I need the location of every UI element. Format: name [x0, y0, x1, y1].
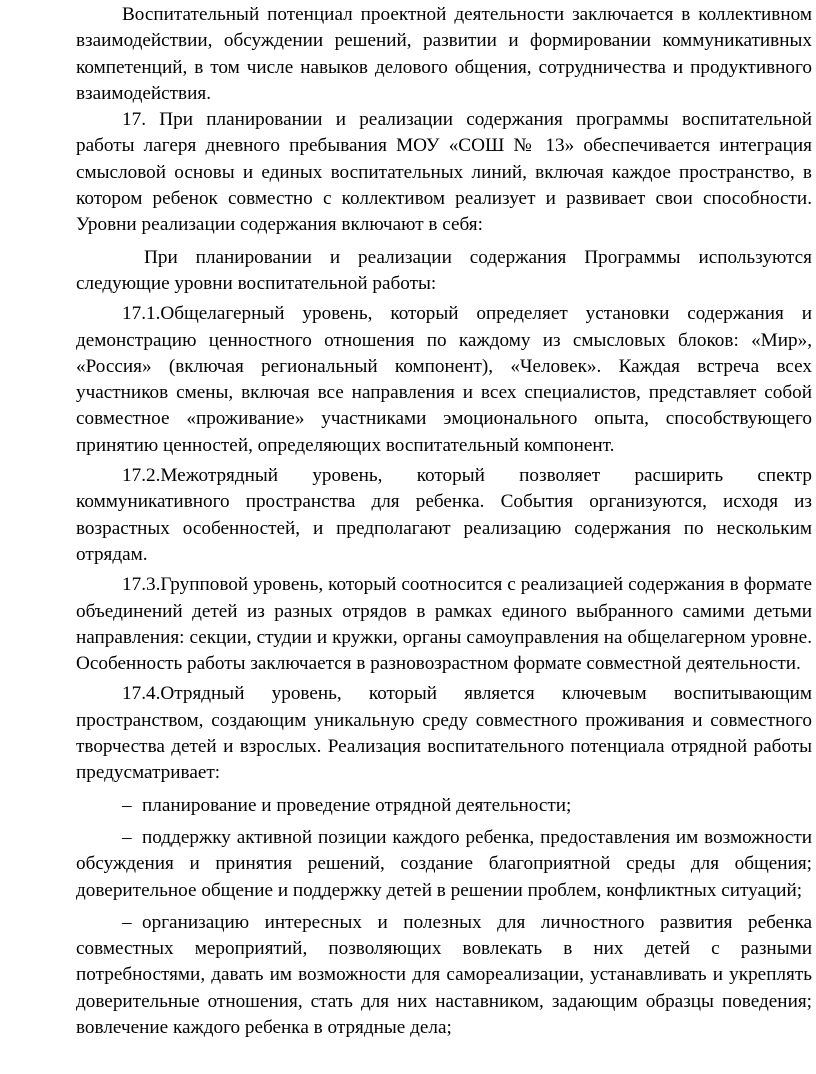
paragraph-item-17-3: 17.3.Групповой уровень, который соотносится с реализацией содержания в формате объединений детей из разных отрядов в рамках единого выбранного самими детьми направления: секции, студии и кружки, органы самоуправления на общелагерном уровне. Особенность работы заключается в разновозрастном формате совместной деятельности.: [76, 574, 812, 675]
list-item: [76, 825, 812, 904]
dash-marker: –: [122, 794, 132, 816]
paragraph-levels-intro: При планировании и реализации содержания Программы используются следующие уровни воспитательной работы:: [76, 246, 812, 294]
paragraph-item-17: 17. При планировании и реализации содержания программы воспитательной работы лагеря дневного пребывания МОУ «СОШ № 13» обеспечивается интеграция смысловой основы и единых воспитательных линий, включая каждое пространство, в котором ребенок совместно с коллективом реализует и развивает свои способности. Уровни реализации содержания включают в себя:: [76, 109, 812, 236]
list-item: [76, 910, 812, 1041]
dash-marker: –: [122, 826, 132, 848]
list-item-text: планирование и проведение отрядной деятельности;: [142, 794, 572, 816]
paragraph-item-17-4: 17.4.Отрядный уровень, который является ключевым воспитывающим пространством, создающим уникальную среду совместного проживания и совместного творчества детей и взрослых. Реализация воспитательного потенциала отрядной работы предусматривает:: [76, 683, 812, 784]
dash-marker: –: [122, 911, 132, 933]
list-item-text: организацию интересных и полезных для личностного развития ребенка совместных мероприятий, позволяющих вовлекать в них детей с разными потребностями, давать им возможности для самореализации, устанавливать и укреплять доверительные отношения, стать для них наставником, задающим образцы поведения; вовлечение каждого ребенка в отрядные дела;: [76, 911, 812, 1038]
document-page: [76, 2, 812, 1041]
list-item-text: поддержку активной позиции каждого ребенка, предоставления им возможности обсуждения и принятия решений, создание благоприятной среды для общения; доверительное общение и поддержку детей в решении проблем, конфликтных ситуаций;: [76, 826, 812, 901]
paragraph-item-17-1: 17.1.Общелагерный уровень, который определяет установки содержания и демонстрацию ценностного отношения по каждому из смысловых блоков: «Мир», «Россия» (включая региональный компонент), «Человек». Каждая встреча всех участников смены, включая все направления и всех специалистов, представляет собой совместное «проживание» участниками эмоционального опыта, способствующего принятию ценностей, определяющих воспитательный компонент.: [76, 303, 812, 456]
list-item: [76, 793, 812, 819]
paragraph-item-17-2: 17.2.Межотрядный уровень, который позволяет расширить спектр коммуникативного пространства для ребенка. События организуются, исходя из возрастных особенностей, и предполагают реализацию содержания по нескольким отрядам.: [76, 465, 812, 565]
paragraph-project-potential: Воспитательный потенциал проектной деятельности заключается в коллективном взаимодействии, обсуждении решений, развитии и формировании коммуникативных компетенций, в том числе навыков делового общения, сотрудничества и продуктивного взаимодействия.: [76, 4, 812, 104]
